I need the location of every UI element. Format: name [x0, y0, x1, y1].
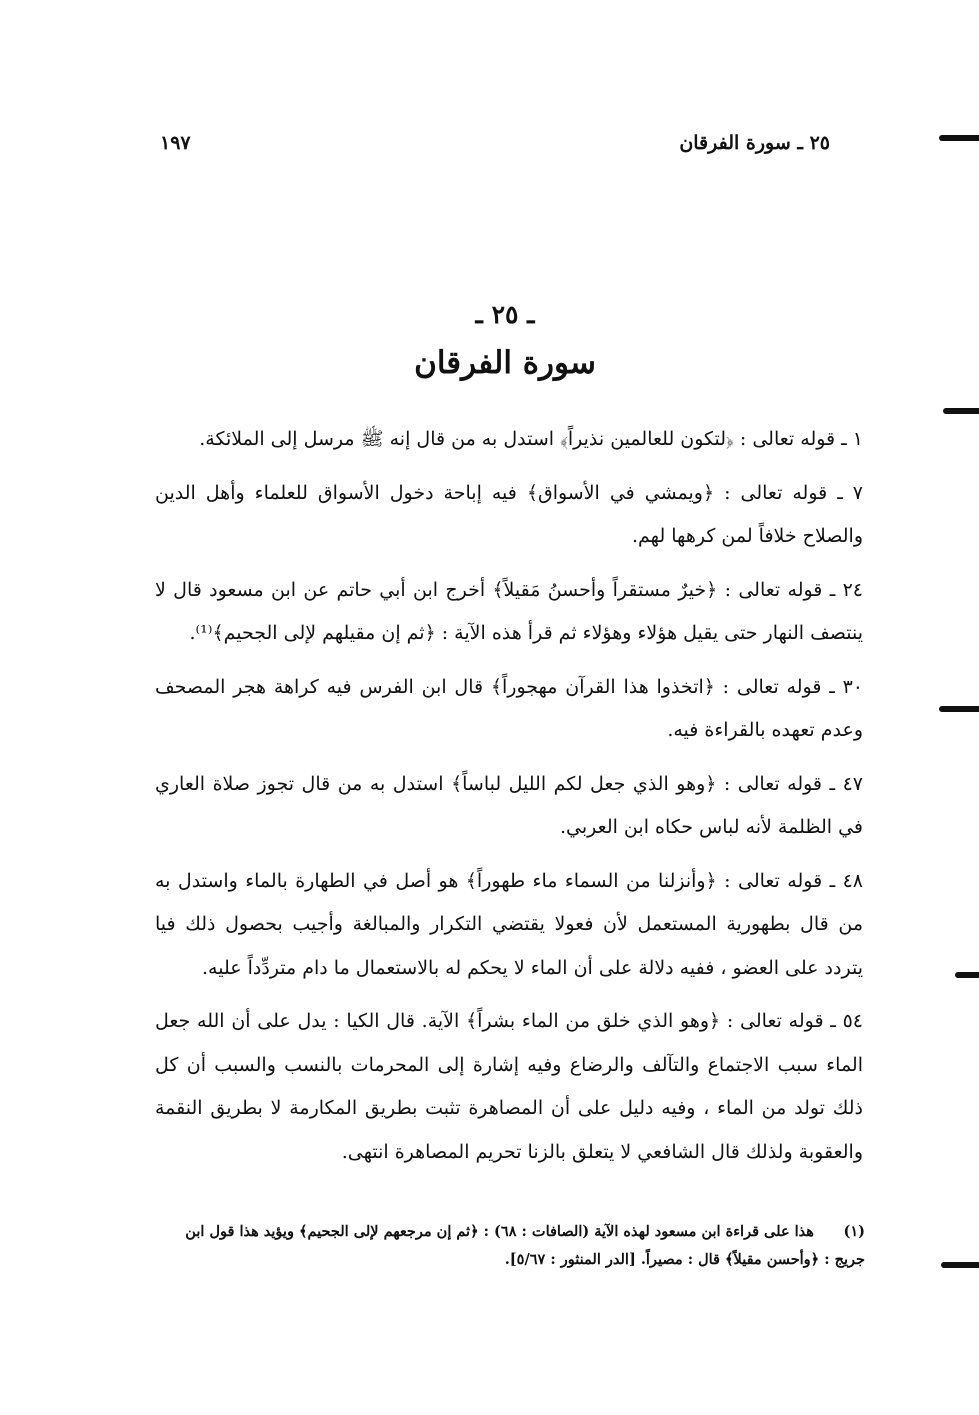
scan-edge-mark: [939, 706, 979, 712]
scan-edge-mark: [943, 408, 979, 414]
footnote: [155, 1218, 865, 1274]
running-header-section: ٢٥ ـ سورة الفرقان: [679, 132, 830, 154]
footnote-marker: (١): [843, 1223, 865, 1240]
verse-entry: ٣٠ ـ قوله تعالى : ﴿اتخذوا هذا القرآن مهجوراً﴾ قال ابن الفرس فيه كراهة هجر المصحف وعدم تعهده بالقراءة فيه.: [155, 675, 863, 741]
verse-entry: ٧ ـ قوله تعالى : ﴿ويمشي في الأسواق﴾ فيه إباحة دخول الأسواق للعلماء وأهل الدين والصلاح خلافاً لمن كرهها لهم.: [155, 481, 863, 547]
running-header: [160, 128, 830, 158]
page-number: ١٩٧: [160, 132, 191, 154]
verse-entry: ٤٨ ـ قوله تعالى : ﴿وأنزلنا من السماء ماء طهوراً﴾ هو أصل في الطهارة بالماء واستدل به من قال بطهورية المستعمل لأن فعولا يقتضي التكرار والمبالغة وأجيب بحصول ذلك فيا يتردد على العضو ، ففيه دلالة على أن الماء لا يحكم له بالاستعمال ما دام متردِّداً عليه.: [155, 869, 863, 979]
verse-entry: ٤٧ ـ قوله تعالى : ﴿وهو الذي جعل لكم الليل لباساً﴾ استدل به من قال تجوز صلاة العاري في الظلمة لأنه لباس حكاه ابن العربي.: [155, 772, 863, 838]
scan-edge-mark: [939, 135, 979, 141]
verse-entry: ٥٤ ـ قوله تعالى : ﴿وهو الذي خلق من الماء بشراً﴾ الآية. قال الكيا : يدل على أن الله جعل الماء سبب الاجتماع والتآلف والرضاع وفيه إشارة إلى المحرمات بالنسب والسبب أن كل ذلك تولد من الماء ، وفيه دليل على أن المصاهرة تثبت بطريق المكارمة لا بطريق النقمة والعقوبة ولذلك قال الشافعي لا يتعلق بالزنا تحريم المصاهرة انتهى.: [155, 1010, 863, 1163]
verse-entry: ١ ـ قوله تعالى : ﴿لتكون للعالمين نذيراً﴾ استدل به من قال إنه ﷺ مرسل إلى الملائكة.: [199, 428, 863, 450]
chapter-number: ـ ٢٥ ـ: [475, 300, 535, 329]
verse-entry: ٢٤ ـ قوله تعالى : ﴿خيرٌ مستقراً وأحسنُ مَقيلاً﴾ أخرج ابن أبي حاتم عن ابن مسعود قال لا ينتصف النهار حتى يقيل هؤلاء وهؤلاء ثم قرأ هذه الآية : ﴿ثم إن مقيلهم لإلى الجحيم﴾⁽¹⁾.: [155, 578, 863, 644]
scan-edge-mark: [955, 972, 979, 978]
chapter-title: سورة الفرقان: [414, 345, 596, 381]
commentary-body: [155, 418, 863, 1184]
footnote-text: هذا على قراءة ابن مسعود لهذه الآية (الصافات : ٦٨) : ﴿ثم إن مرجعهم لإلى الجحيم﴾ ويؤيد هذا قول ابن جريج : ﴿وأحسن مقيلاً﴾ قال : مصيراً. [الدر المنثور : ٥/٦٧].: [185, 1223, 865, 1268]
scan-edge-mark: [941, 1262, 979, 1268]
